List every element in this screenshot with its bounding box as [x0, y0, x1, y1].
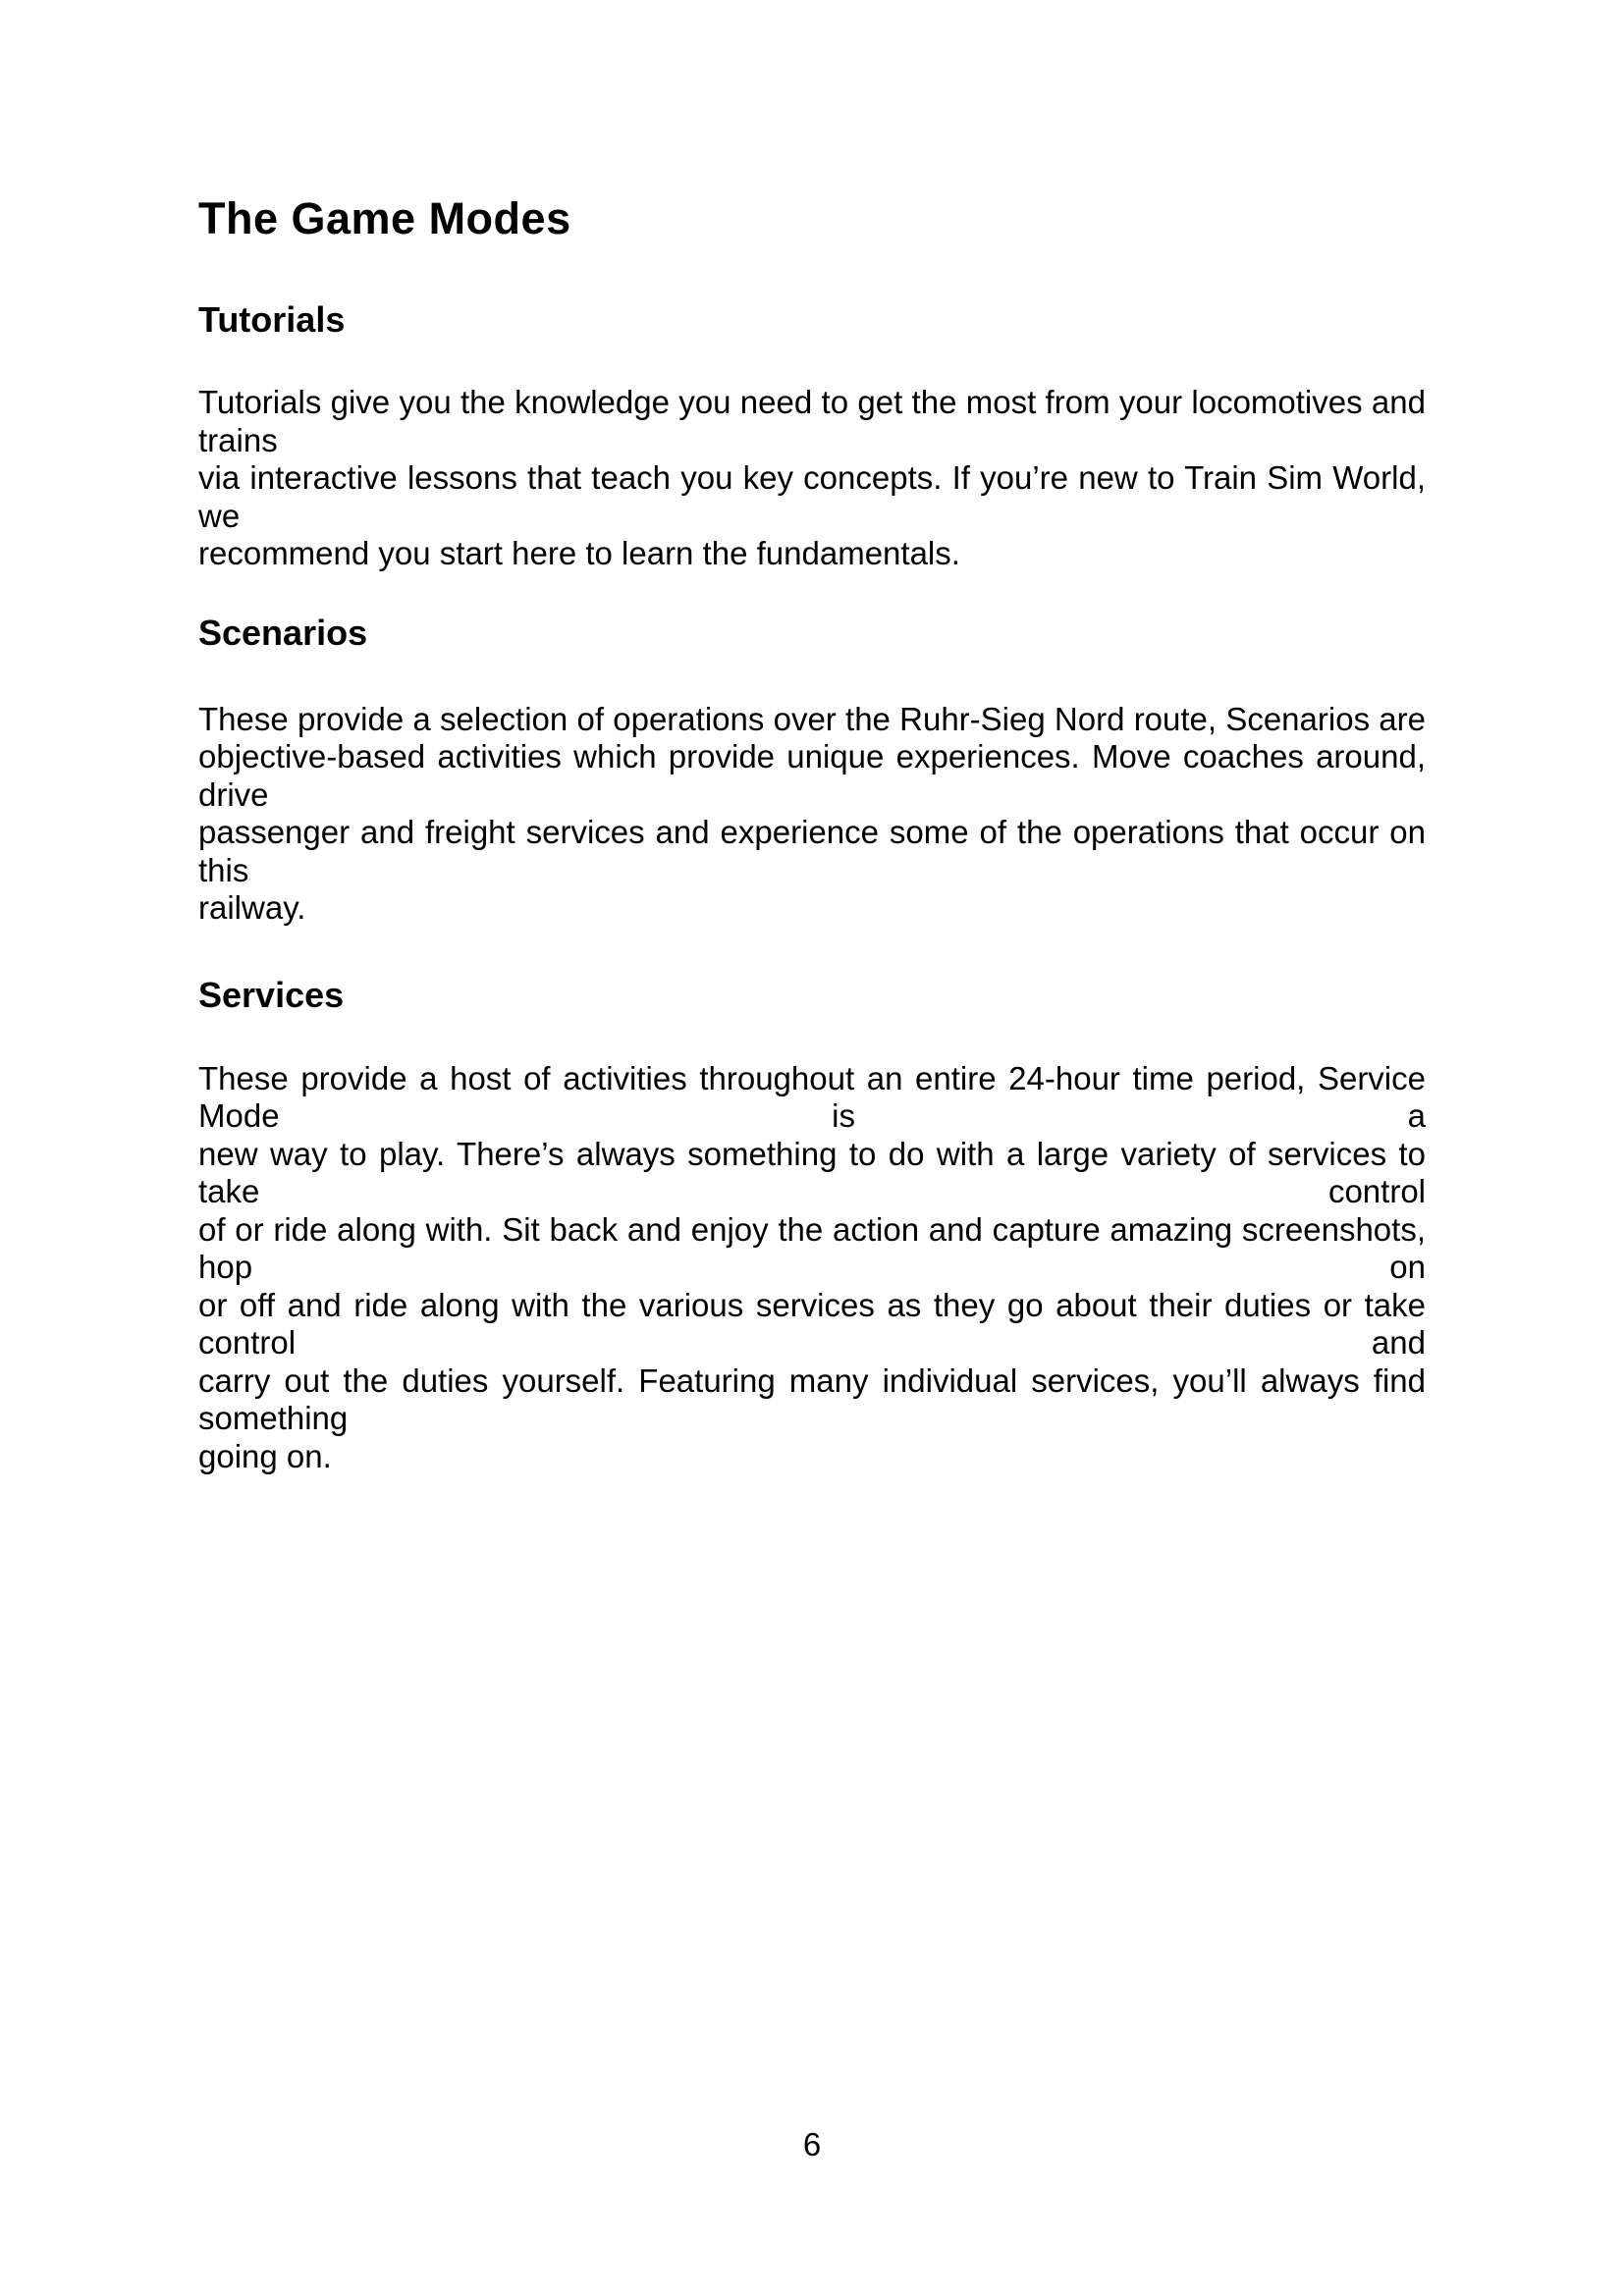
section-heading-scenarios: Scenarios [198, 612, 368, 653]
paragraph-line: These provide a selection of operations over the Ruhr-Sieg Nord route, Scenarios are [198, 700, 1426, 737]
paragraph-line: railway. [198, 889, 306, 926]
paragraph-line: recommend you start here to learn the fundamentals. [198, 535, 960, 571]
paragraph-services [198, 1060, 1426, 1476]
section-heading-tutorials: Tutorials [198, 299, 346, 340]
paragraph-line: via interactive lessons that teach you key concepts. If you’re new to Train Sim World, we [198, 459, 1426, 534]
paragraph-line: new way to play. There’s always something to do with a large variety of services to take control [198, 1135, 1426, 1209]
paragraph-line: passenger and freight services and experience some of the operations that occur on this [198, 814, 1426, 888]
page-number: 6 [802, 2126, 822, 2163]
paragraph-line: or off and ride along with the various services as they go about their duties or take control and [198, 1286, 1426, 1361]
page-title: The Game Modes [198, 193, 571, 243]
paragraph-line: Tutorials give you the knowledge you need to get the most from your locomotives and trains [198, 384, 1426, 458]
paragraph-scenarios [198, 701, 1426, 928]
section-heading-services: Services [198, 974, 345, 1015]
paragraph-tutorials [198, 384, 1426, 573]
paragraph-line: These provide a host of activities throughout an entire 24-hour time period, Service Mode is a [198, 1059, 1426, 1134]
paragraph-line: of or ride along with. Sit back and enjoy the action and capture amazing screenshots, hop on [198, 1210, 1426, 1285]
paragraph-line: objective-based activities which provide unique experiences. Move coaches around, drive [198, 738, 1426, 813]
paragraph-line: going on. [198, 1437, 332, 1474]
paragraph-line: carry out the duties yourself. Featuring many individual services, you’ll always find something [198, 1362, 1426, 1436]
